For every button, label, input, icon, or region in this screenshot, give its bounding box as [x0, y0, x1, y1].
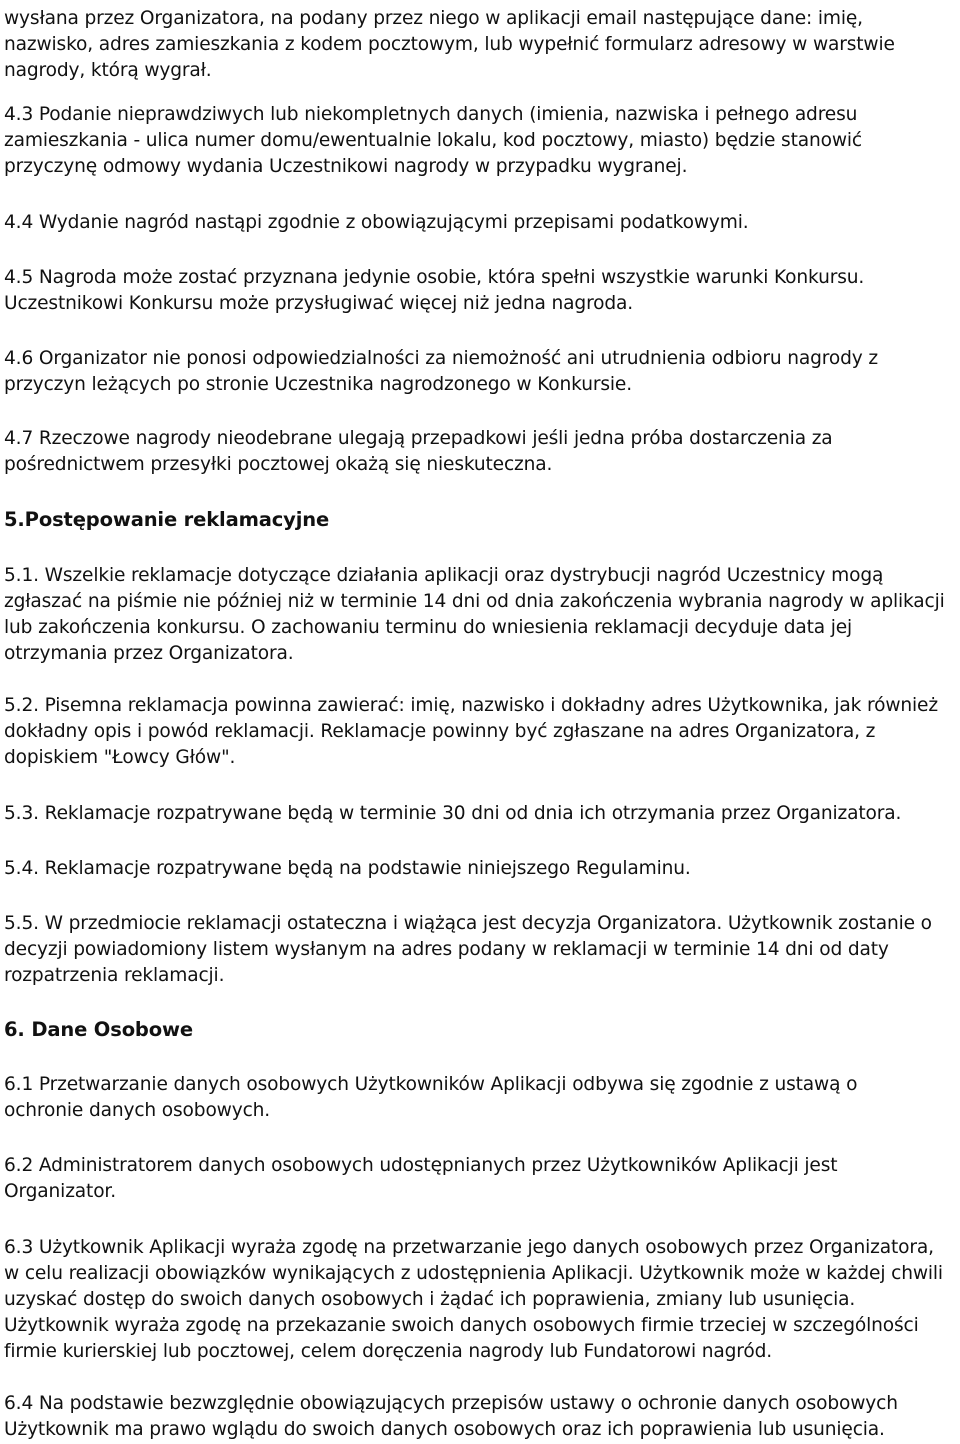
section-5-1-line: zgłaszać na piśmie nie później niż w terminie 14 dni od dnia zakończenia wybrania nagrody w aplikacji [4, 591, 945, 612]
intro-line: nagrody, którą wygrał. [4, 60, 212, 81]
section-5-5-line: rozpatrzenia reklamacji. [4, 965, 225, 986]
section-5-5-line: decyzji powiadomiony listem wysłanym na adres podany w reklamacji w terminie 14 dni od daty [4, 939, 889, 960]
intro-line: nazwisko, adres zamieszkania z kodem pocztowym, lub wypełnić formularz adresowy w warstwie [4, 34, 895, 55]
section-6-2-line: Organizator. [4, 1181, 116, 1202]
section-5-2-line: dokładny opis i powód reklamacji. Reklamacje powinny być zgłaszane na adres Organizatora, z [4, 721, 876, 742]
section-5-2-line: dopiskiem "Łowcy Głów". [4, 747, 236, 768]
section-4-7-line: 4.7 Rzeczowe nagrody nieodebrane ulegają przepadkowi jeśli jedna próba dostarczenia za [4, 428, 833, 449]
section-5-1-line: lub zakończenia konkursu. O zachowaniu terminu do wniesienia reklamacji decyduje data jej [4, 617, 853, 638]
section-4-5-line: Uczestnikowi Konkursu może przysługiwać więcej niż jedna nagroda. [4, 293, 634, 314]
section-4-6-line: przyczyn leżących po stronie Uczestnika nagrodzonego w Konkursie. [4, 374, 632, 395]
section-5-3-line: 5.3. Reklamacje rozpatrywane będą w terminie 30 dni od dnia ich otrzymania przez Organizatora. [4, 803, 902, 824]
section-6-heading: 6. Dane Osobowe [4, 1018, 193, 1041]
section-4-7-line: pośrednictwem przesyłki pocztowej okażą się nieskuteczna. [4, 454, 553, 475]
intro-line: wysłana przez Organizatora, na podany przez niego w aplikacji email następujące dane: imię, [4, 8, 863, 29]
section-4-4-line: 4.4 Wydanie nagród nastąpi zgodnie z obowiązującymi przepisami podatkowymi. [4, 212, 749, 233]
section-6-3-line: uzyskać dostęp do swoich danych osobowych i żądać ich poprawienia, zmiany lub usunięcia. [4, 1289, 856, 1310]
section-4-3-line: zamieszkania - ulica numer domu/ewentualnie lokalu, kod pocztowy, miasto) będzie stanowić [4, 130, 862, 151]
section-5-heading: 5.Postępowanie reklamacyjne [4, 508, 330, 531]
section-6-4-line: Użytkownik ma prawo wglądu do swoich danych osobowych oraz ich poprawienia lub usunięcia. [4, 1419, 885, 1440]
section-5-5-line: 5.5. W przedmiocie reklamacji ostateczna i wiążąca jest decyzja Organizatora. Użytkownik zostanie o [4, 913, 932, 934]
section-4-5-line: 4.5 Nagroda może zostać przyznana jedynie osobie, która spełni wszystkie warunki Konkursu. [4, 267, 865, 288]
section-6-2-line: 6.2 Administratorem danych osobowych udostępnianych przez Użytkowników Aplikacji jest [4, 1155, 838, 1176]
section-6-3-line: firmie kurierskiej lub pocztowej, celem doręczenia nagrody lub Fundatorowi nagród. [4, 1341, 773, 1362]
section-4-6-line: 4.6 Organizator nie ponosi odpowiedzialności za niemożność ani utrudnienia odbioru nagrody z [4, 348, 878, 369]
section-5-1-line: otrzymania przez Organizatora. [4, 643, 294, 664]
section-6-1-line: ochronie danych osobowych. [4, 1100, 271, 1121]
section-6-3-line: Użytkownik wyraża zgodę na przekazanie swoich danych osobowych firmie trzeciej w szczególności [4, 1315, 919, 1336]
section-6-1-line: 6.1 Przetwarzanie danych osobowych Użytkowników Aplikacji odbywa się zgodnie z ustawą o [4, 1074, 858, 1095]
section-6-4-line: 6.4 Na podstawie bezwzględnie obowiązujących przepisów ustawy o ochronie danych osobowych [4, 1393, 898, 1414]
section-4-3-line: przyczynę odmowy wydania Uczestnikowi nagrody w przypadku wygranej. [4, 156, 688, 177]
section-5-4-line: 5.4. Reklamacje rozpatrywane będą na podstawie niniejszego Regulaminu. [4, 858, 691, 879]
section-5-2-line: 5.2. Pisemna reklamacja powinna zawierać: imię, nazwisko i dokładny adres Użytkownika, jak również [4, 695, 938, 716]
section-6-3-line: 6.3 Użytkownik Aplikacji wyraża zgodę na przetwarzanie jego danych osobowych przez Organizatora, [4, 1237, 934, 1258]
section-5-1-line: 5.1. Wszelkie reklamacje dotyczące działania aplikacji oraz dystrybucji nagród Uczestnicy mogą [4, 565, 884, 586]
section-6-3-line: w celu realizacji obowiązków wynikających z udostępnienia Aplikacji. Użytkownik może w każdej chwili [4, 1263, 943, 1284]
section-4-3-line: 4.3 Podanie nieprawdziwych lub niekompletnych danych (imienia, nazwiska i pełnego adresu [4, 104, 858, 125]
